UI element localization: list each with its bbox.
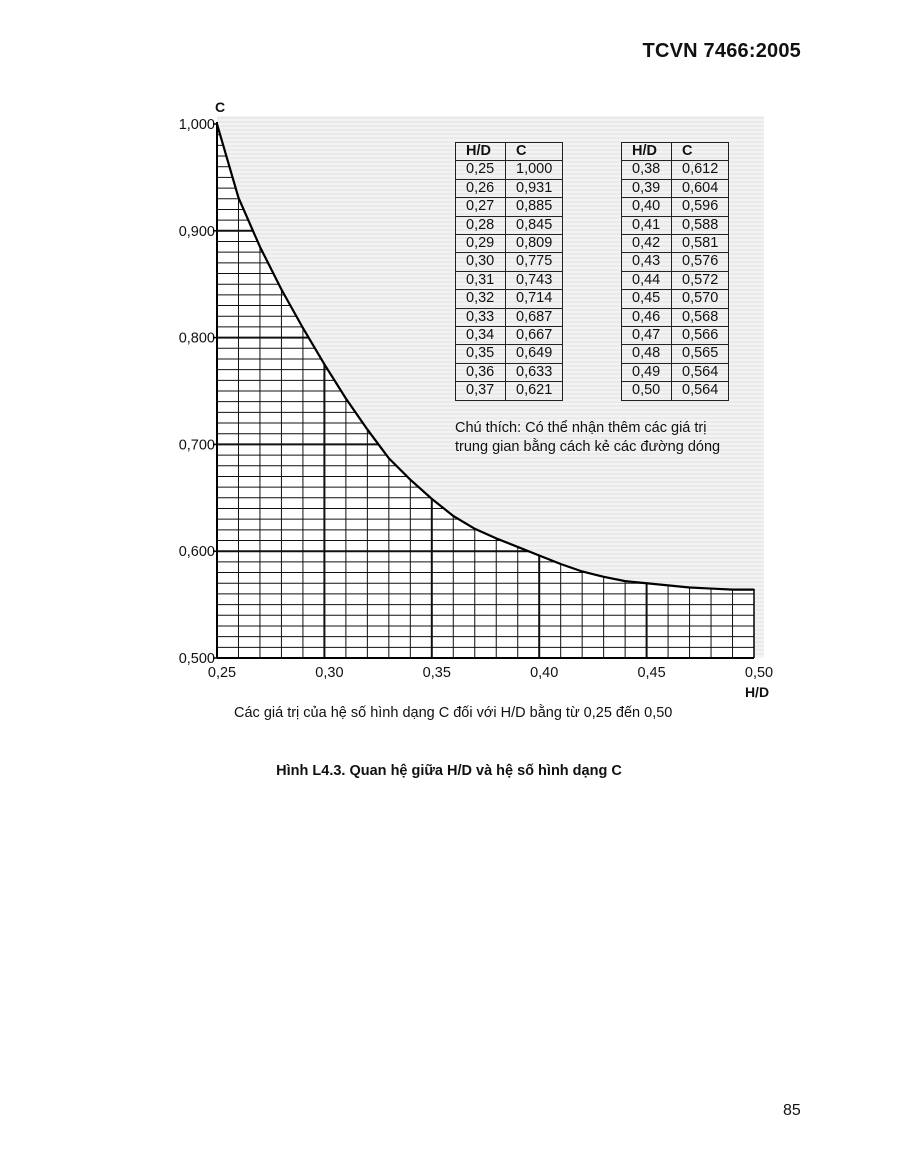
cell-c: 0,565 <box>672 345 729 363</box>
data-point <box>560 563 562 565</box>
cell-hd: 0,39 <box>622 179 672 197</box>
table-row <box>456 198 563 216</box>
values-table-right <box>621 142 729 401</box>
table-row <box>456 253 563 271</box>
chart-caption: Các giá trị của hệ số hình dạng C đối với H/D bằng từ 0,25 đến 0,50 <box>234 705 673 721</box>
cell-c: 0,714 <box>506 290 563 308</box>
cell-c: 0,612 <box>672 161 729 179</box>
cell-c: 0,809 <box>506 235 563 253</box>
data-point <box>603 576 605 578</box>
cell-c: 0,931 <box>506 179 563 197</box>
cell-hd: 0,48 <box>622 345 672 363</box>
figure-title: Hình L4.3. Quan hệ giữa H/D và hệ số hình dạng C <box>276 763 622 779</box>
y-tick-label: 0,700 <box>178 437 215 454</box>
data-point <box>667 584 669 586</box>
x-tick-label: 0,50 <box>744 665 774 681</box>
data-point <box>495 537 497 539</box>
chart-note <box>455 419 755 457</box>
data-point <box>517 546 519 548</box>
data-point <box>409 479 411 481</box>
data-point <box>238 197 240 199</box>
x-tick-label: 0,25 <box>207 665 237 681</box>
cell-c: 0,775 <box>506 253 563 271</box>
cell-c: 0,572 <box>672 271 729 289</box>
values-table-left <box>455 142 563 401</box>
cell-c: 0,570 <box>672 290 729 308</box>
table-row <box>622 308 729 326</box>
data-point <box>302 327 304 329</box>
cell-hd: 0,49 <box>622 363 672 381</box>
table-header-c: C <box>506 143 563 161</box>
data-point <box>431 498 433 500</box>
data-point <box>388 457 390 459</box>
data-point <box>624 580 626 582</box>
cell-hd: 0,25 <box>456 161 506 179</box>
cell-c: 0,564 <box>672 382 729 400</box>
cell-hd: 0,40 <box>622 198 672 216</box>
cell-hd: 0,28 <box>456 216 506 234</box>
data-point <box>538 555 540 557</box>
table-row <box>622 363 729 381</box>
data-point <box>474 528 476 530</box>
cell-hd: 0,42 <box>622 235 672 253</box>
cell-hd: 0,32 <box>456 290 506 308</box>
data-point <box>345 398 347 400</box>
x-tick-label: 0,45 <box>637 665 666 681</box>
y-tick-label: 0,500 <box>178 651 215 667</box>
table-row <box>622 179 729 197</box>
y-tick-label: 0,900 <box>178 223 215 240</box>
table-header-hd: H/D <box>622 143 672 161</box>
y-tick-label: 0,600 <box>178 544 215 561</box>
data-point <box>259 246 261 248</box>
cell-c: 0,596 <box>672 198 729 216</box>
table-row <box>456 290 563 308</box>
cell-hd: 0,36 <box>456 363 506 381</box>
cell-c: 0,885 <box>506 198 563 216</box>
table-row <box>622 271 729 289</box>
table-row <box>622 327 729 345</box>
table-row <box>456 216 563 234</box>
table-row <box>456 363 563 381</box>
cell-c: 0,743 <box>506 271 563 289</box>
data-point <box>732 589 734 591</box>
cell-c: 0,633 <box>506 363 563 381</box>
cell-c: 0,604 <box>672 179 729 197</box>
cell-c: 0,564 <box>672 363 729 381</box>
cell-hd: 0,26 <box>456 179 506 197</box>
cell-c: 0,576 <box>672 253 729 271</box>
cell-hd: 0,45 <box>622 290 672 308</box>
table-row <box>622 161 729 179</box>
cell-hd: 0,33 <box>456 308 506 326</box>
cell-hd: 0,31 <box>456 271 506 289</box>
cell-hd: 0,41 <box>622 216 672 234</box>
table-row <box>456 235 563 253</box>
data-point <box>281 289 283 291</box>
document-code: TCVN 7466:2005 <box>642 40 801 62</box>
cell-hd: 0,29 <box>456 235 506 253</box>
note-line-2: trung gian bằng cách kẻ các đường dóng <box>455 439 721 455</box>
note-line-1: Chú thích: Có thể nhận thêm các giá trị <box>455 420 707 436</box>
table-row <box>456 271 563 289</box>
page-number: 85 <box>783 1102 801 1119</box>
x-tick-label: 0,40 <box>530 665 559 681</box>
table-row <box>456 308 563 326</box>
cell-c: 0,566 <box>672 327 729 345</box>
table-row <box>622 235 729 253</box>
cell-hd: 0,30 <box>456 253 506 271</box>
cell-hd: 0,43 <box>622 253 672 271</box>
cell-hd: 0,35 <box>456 345 506 363</box>
cell-hd: 0,44 <box>622 271 672 289</box>
table-row <box>456 327 563 345</box>
y-tick-label: 1,000 <box>178 117 215 133</box>
data-point <box>324 363 326 365</box>
data-point <box>710 588 712 590</box>
data-point <box>366 429 368 431</box>
cell-c: 0,581 <box>672 235 729 253</box>
cell-hd: 0,38 <box>622 161 672 179</box>
cell-c: 0,649 <box>506 345 563 363</box>
cell-c: 0,845 <box>506 216 563 234</box>
table-header-hd: H/D <box>456 143 506 161</box>
table-row <box>456 161 563 179</box>
data-point <box>452 515 454 517</box>
table-row <box>622 216 729 234</box>
cell-c: 0,621 <box>506 382 563 400</box>
cell-c: 0,588 <box>672 216 729 234</box>
cell-hd: 0,37 <box>456 382 506 400</box>
table-row <box>622 290 729 308</box>
y-axis-label: C <box>214 99 226 115</box>
cell-c: 0,667 <box>506 327 563 345</box>
table-row <box>622 198 729 216</box>
table-header-c: C <box>672 143 729 161</box>
x-tick-label: 0,30 <box>315 665 344 681</box>
table-row <box>622 253 729 271</box>
table-row <box>622 382 729 400</box>
data-point <box>646 582 648 584</box>
y-tick-label: 0,800 <box>178 330 215 347</box>
cell-c: 1,000 <box>506 161 563 179</box>
data-point <box>581 571 583 573</box>
table-row <box>456 382 563 400</box>
cell-hd: 0,47 <box>622 327 672 345</box>
x-axis-label: H/D <box>744 684 770 700</box>
cell-hd: 0,46 <box>622 308 672 326</box>
data-point <box>689 587 691 589</box>
cell-hd: 0,50 <box>622 382 672 400</box>
x-tick-label: 0,35 <box>422 665 451 681</box>
cell-hd: 0,27 <box>456 198 506 216</box>
cell-c: 0,687 <box>506 308 563 326</box>
table-row <box>622 345 729 363</box>
cell-hd: 0,34 <box>456 327 506 345</box>
table-row <box>456 179 563 197</box>
cell-c: 0,568 <box>672 308 729 326</box>
table-row <box>456 345 563 363</box>
